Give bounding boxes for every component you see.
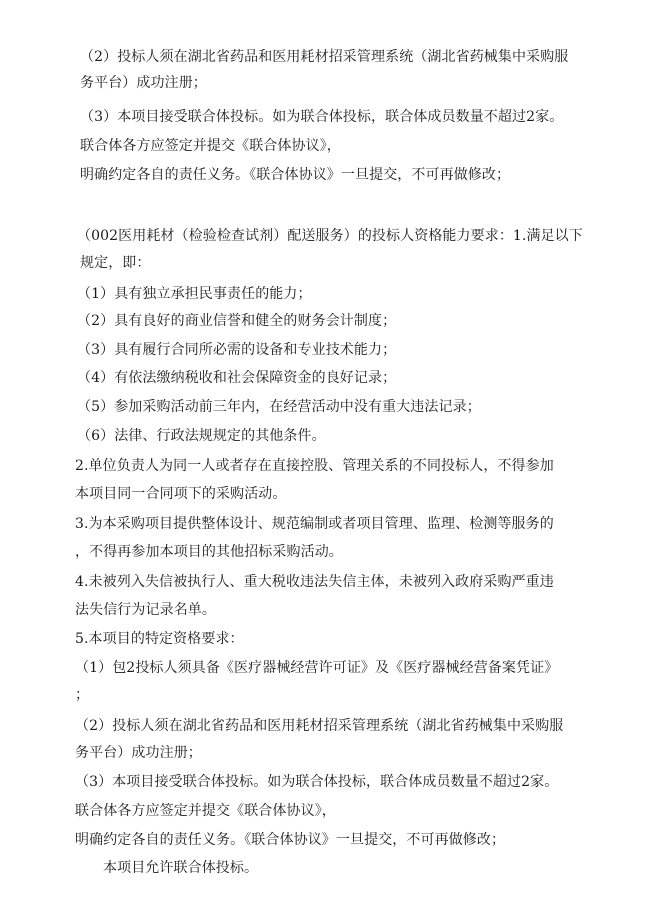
text-line: 联合体各方应签定并提交《联合体协议》， [80, 138, 341, 154]
text-line: 联合体各方应签定并提交《联合体协议》， [75, 803, 336, 819]
text-line: （1）包2投标人须具备《医疗器械经营许可证》及《医疗器械经营备案凭证》 [75, 660, 559, 676]
text-line: 5.本项目的特定资格要求： [75, 631, 244, 647]
text-line: 本项目允许联合体投标。 [103, 860, 259, 876]
text-line: 务平台）成功注册； [80, 75, 207, 91]
text-line: （2）投标人须在湖北省药品和医用耗材招采管理系统（湖北省药械集中采购服 [75, 718, 564, 734]
text-line: 务平台）成功注册； [75, 745, 202, 761]
text-line: （4）有依法缴纳税收和社会保障资金的良好记录； [77, 370, 397, 386]
text-line: （6）法律、行政法规规定的其他条件。 [77, 428, 326, 444]
text-line: 2.单位负责人为同一人或者存在直接控股、管理关系的不同投标人，不得参加 [75, 458, 554, 474]
text-line: （002医用耗材（检验检查试剂）配送服务）的投标人资格能力要求：1.满足以下 [77, 228, 583, 244]
text-line: （2）投标人须在湖北省药品和医用耗材招采管理系统（湖北省药械集中采购服 [80, 49, 569, 65]
text-line: 3.为本采购项目提供整体设计、规范编制或者项目管理、监理、检测等服务的 [75, 516, 554, 532]
text-line: 本项目同一合同项下的采购活动。 [75, 486, 287, 502]
text-line: ； [75, 687, 90, 703]
text-line: 明确约定各自的责任义务。《联合体协议》一旦提交，不可再做修改； [80, 167, 511, 183]
text-line: （3）本项目接受联合体投标。如为联合体投标，联合体成员数量不超过2家。 [75, 774, 559, 790]
text-line: （3）本项目接受联合体投标。如为联合体投标，联合体成员数量不超过2家。 [80, 109, 564, 125]
text-line: ，不得再参加本项目的其他招标采购活动。 [75, 544, 343, 560]
text-line: 4.未被列入失信被执行人、重大税收违法失信主体，未被列入政府采购严重违 [75, 574, 554, 590]
text-line: （1）具有独立承担民事责任的能力； [77, 286, 312, 302]
text-line: 明确约定各自的责任义务。《联合体协议》一旦提交，不可再做修改； [75, 832, 506, 848]
text-line: 规定，即： [80, 255, 151, 271]
text-line: （3）具有履行合同所必需的设备和专业技术能力； [77, 342, 397, 358]
text-line: 法失信行为记录名单。 [75, 602, 216, 618]
text-line: （5）参加采购活动前三年内，在经营活动中没有重大违法记录； [77, 399, 481, 415]
text-line: （2）具有良好的商业信誉和健全的财务会计制度； [77, 313, 397, 329]
